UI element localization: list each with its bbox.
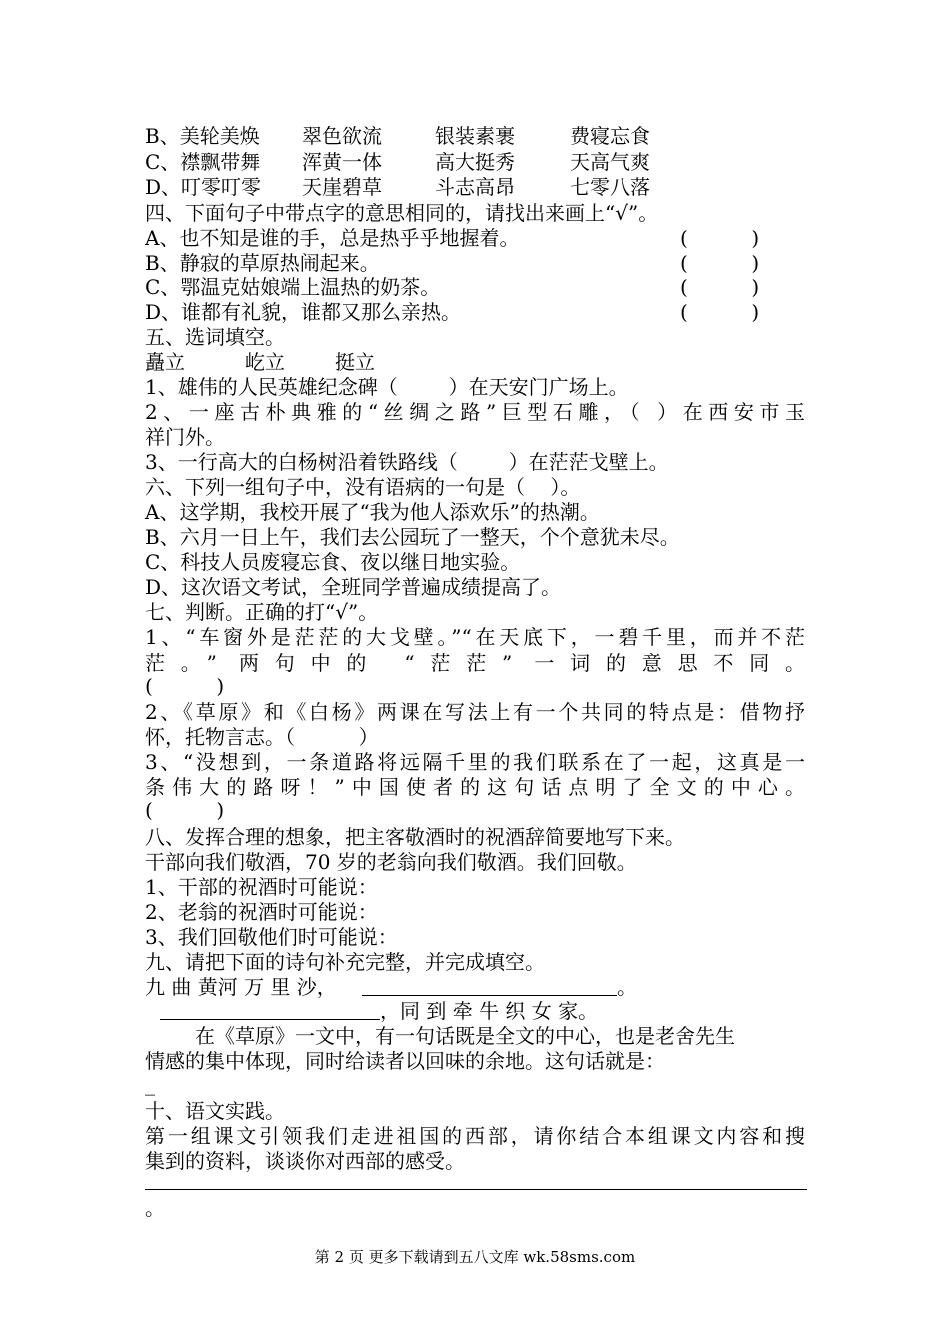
q3-c-word2: 浑黄一体: [302, 150, 382, 174]
q4-item-d-bracket: ( ): [680, 300, 760, 324]
q3-c-word4: 天高气爽: [570, 150, 650, 174]
q4-item-b-bracket: ( ): [680, 251, 760, 275]
q4-title: 四、下面句子中带点字的意思相同的，请找出来画上“√”。: [145, 201, 659, 225]
q10-paragraph-2: 集到的资料，谈谈你对西部的感受。: [145, 1149, 465, 1173]
q3-b-word3: 银装素裹: [435, 124, 515, 148]
q4-item-a-text: A、也不知是谁的手，总是热乎乎地握着。: [145, 226, 520, 250]
q10-end-mark: 。: [145, 1196, 165, 1220]
q8-item-2: 2、老翁的祝酒时可能说：: [145, 900, 378, 924]
q3-c-word3: 高大挺秀: [435, 150, 515, 174]
q9-title: 九、请把下面的诗句补充完整，并完成填空。: [145, 950, 545, 974]
q9-paragraph-1: 在《草原》一文中，有一句话既是全文的中心，也是老舍先生: [195, 1024, 735, 1048]
q9-poem-blank-1[interactable]: [362, 975, 617, 1001]
q4-item-c-bracket: ( ): [680, 275, 760, 299]
q7-item-1a: 1、“车窗外是茫茫的大戈壁。”“在天底下，一碧千里，而并不茫: [145, 625, 805, 649]
q7-item-1-bracket: ( ): [145, 674, 225, 698]
q7-title: 七、判断。正确的打“√”。: [145, 600, 379, 624]
q4-item-a-bracket: ( ): [680, 226, 760, 250]
q6-item-c: C、科技人员废寝忘食、夜以继日地实验。: [145, 550, 521, 574]
q10-title: 十、语文实践。: [145, 1099, 285, 1123]
q5-word-2: 屹立: [245, 350, 285, 374]
q9-poem-line-1-text: 九 曲 黄河 万 里 沙，: [145, 975, 337, 999]
q5-sentence-2a: 2、一座古朴典雅的“丝绸之路”巨型石雕，（ ）在西安市玉: [145, 400, 805, 424]
q9-answer-mark: _: [145, 1072, 155, 1096]
q5-sentence-2b: 祥门外。: [145, 425, 225, 449]
q10-paragraph-1: 第一组课文引领我们走进祖国的西部，请你结合本组课文内容和搜: [145, 1124, 805, 1148]
q3-d-word3: 斗志高昂: [435, 175, 515, 199]
q9-poem-blank-2[interactable]: [160, 999, 380, 1025]
q3-b-label: B、美轮美焕: [145, 124, 260, 148]
q7-item-2a: 2、《草原》和《白杨》两课在写法上有一个共同的特点是：借物抒: [145, 700, 805, 724]
q5-word-3: 挺立: [335, 350, 375, 374]
q3-d-word4: 七零八落: [570, 175, 650, 199]
q7-item-3b: 条伟大的路呀！”中国使者的这句话点明了全文的中心。: [145, 775, 805, 799]
q5-sentence-1: 1、雄伟的人民英雄纪念碑（ ）在天安门广场上。: [145, 375, 629, 399]
q5-title: 五、选词填空。: [145, 325, 285, 349]
q3-d-word2: 天崖碧草: [302, 175, 382, 199]
q6-item-b: B、六月一日上午，我们去公园玩了一整天，个个意犹未尽。: [145, 525, 680, 549]
q8-intro: 干部向我们敬酒，70 岁的老翁向我们敬酒。我们回敬。: [145, 850, 637, 874]
q7-item-2b: 怀，托物言志。（ ）: [145, 725, 379, 749]
q7-item-1b: 茫。” 两句中的 “茫茫” 一词的意思不同。: [145, 651, 805, 675]
q3-b-word4: 费寝忘食: [570, 124, 650, 148]
q4-item-c-text: C、鄂温克姑娘端上温热的奶茶。: [145, 275, 441, 299]
q4-item-d-text: D、谁都有礼貌，谁都又那么亲热。: [145, 300, 462, 324]
page-footer: 第 2 页 更多下载请到五八文库 wk.58sms.com: [314, 1248, 636, 1266]
q9-paragraph-2: 情感的集中体现，同时给读者以回味的余地。这句话就是：: [145, 1049, 665, 1073]
q3-b-word2: 翠色欲流: [302, 124, 382, 148]
q8-title: 八、发挥合理的想象，把主客敬酒时的祝酒辞简要地写下来。: [145, 825, 685, 849]
answer-line[interactable]: [145, 1189, 807, 1190]
q9-poem-line-2-text: ，同 到 牵 牛 织 女 家。: [380, 999, 599, 1023]
q8-item-1: 1、干部的祝酒时可能说：: [145, 875, 378, 899]
q7-item-3a: 3、“没想到，一条道路将远隔千里的我们联系在了一起，这真是一: [145, 750, 805, 774]
q7-item-3-bracket: ( ): [145, 798, 225, 822]
q3-c-label: C、襟飘带舞: [145, 150, 261, 174]
q4-item-b-text: B、静寂的草原热闹起来。: [145, 251, 380, 275]
q5-word-1: 矗立: [145, 350, 185, 374]
q5-sentence-3: 3、一行高大的白杨树沿着铁路线（ ）在茫茫戈壁上。: [145, 450, 669, 474]
q6-item-d: D、这次语文考试，全班同学普遍成绩提高了。: [145, 575, 562, 599]
q9-poem-line-1-end: 。: [617, 975, 637, 999]
q3-d-label: D、叮零叮零: [145, 175, 262, 199]
q6-item-a: A、这学期，我校开展了“我为他人添欢乐”的热潮。: [145, 500, 600, 524]
q8-item-3: 3、我们回敬他们时可能说：: [145, 925, 398, 949]
q6-title: 六、下列一组句子中，没有语病的一句是（ ）。: [145, 475, 581, 499]
